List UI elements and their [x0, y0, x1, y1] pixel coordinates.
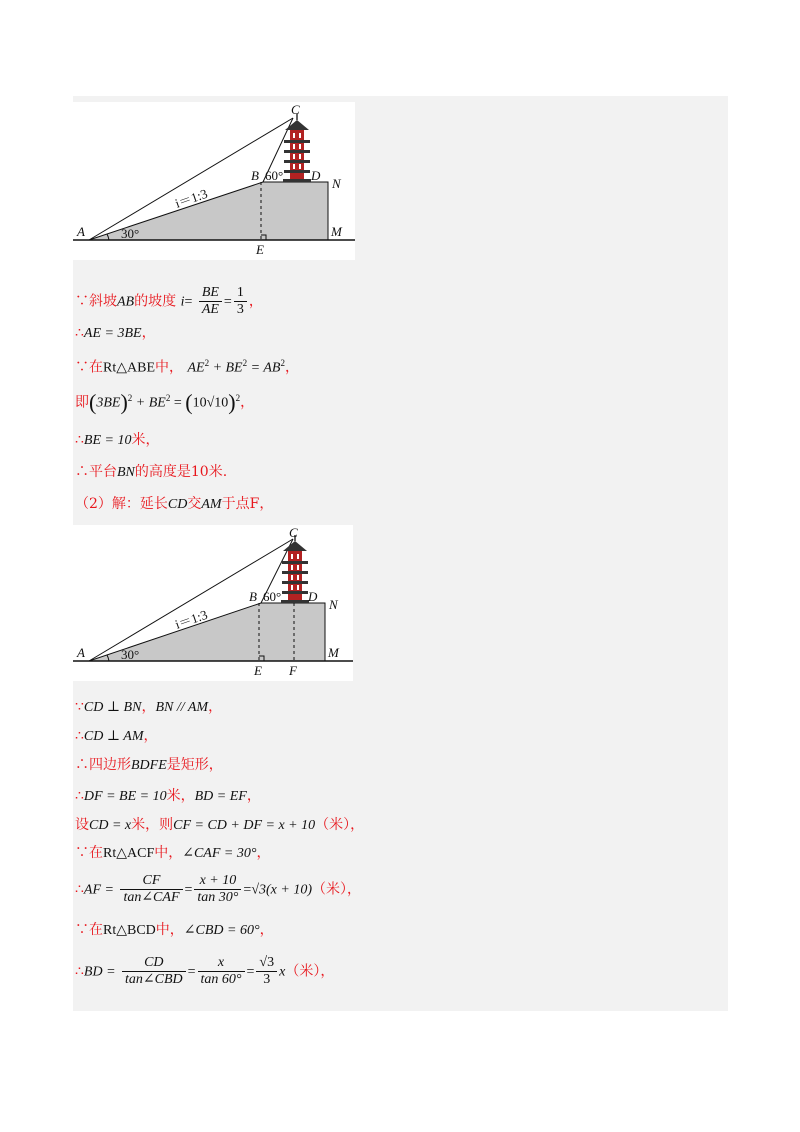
p2-line-1: ∵CD ⊥ BN，BN // AM，	[75, 699, 223, 715]
fraction-1-3: $\frac{1}{3}$	[234, 285, 247, 318]
slope-label: i＝1:3	[173, 185, 210, 211]
p2-line-8: ∵在Rt△BCD中，∠CBD = 60°，	[75, 922, 274, 938]
p1-line-6: ∴平台BN的高度是10米.	[75, 464, 228, 480]
fraction-root3-3: $\frac{√3}{3}$	[256, 955, 277, 988]
label-d: D	[308, 589, 318, 604]
p2-intro: （2）解：延长CD交AM于点F，	[75, 496, 274, 512]
label-b: B	[249, 589, 257, 604]
fraction-x-tan60: $\frac{x}{\tan 60^\circ}$	[198, 955, 245, 988]
angle-a-label: 30°	[121, 647, 140, 662]
label-m: M	[331, 224, 342, 239]
label-n: N	[332, 176, 341, 191]
p2-line-7: ∴AF = $\frac{CF}{\text{tan∠CAF}}$ = $\frac{x + 10}{\tan 30^\circ}$ =√3(x + 10)（米），	[75, 873, 361, 905]
p2-line-5: 设CD = x米，则CF = CD + DF = x + 10（米），	[75, 817, 365, 833]
fraction-cd-tan: $\frac{CD}{\text{tan∠CBD}}$	[122, 955, 186, 988]
p2-line-6: ∵在Rt△ACF中，∠CAF = 30°，	[75, 845, 271, 861]
label-f: F	[289, 663, 297, 678]
label-e: E	[254, 663, 262, 678]
pagoda-icon	[281, 535, 309, 603]
angle-a-label: 30°	[121, 226, 140, 241]
label-c: C	[291, 102, 300, 117]
figure-2	[73, 525, 353, 681]
label-c: C	[289, 525, 298, 540]
p1-line-4: 即$(3BE)^2 + BE^2 = (10√10)^2$，	[75, 389, 255, 415]
p1-line-1: ∵斜坡AB的坡度 i= $\frac{BE}{AE}$ = $\frac{1}{3}$ ，	[75, 285, 263, 317]
label-a: A	[77, 645, 85, 660]
p2-line-9: ∴BD = $\frac{CD}{\text{tan∠CBD}}$ = $\frac{x}{\tan 60^\circ}$ = $\frac{√3}{3}$ x（米），	[75, 955, 335, 987]
p1-line-5: ∴BE = 10米，	[75, 432, 160, 448]
figure-1	[73, 102, 355, 260]
label-a: A	[77, 224, 85, 239]
fraction-cf-tan: $\frac{CF}{\text{tan∠CAF}}$	[120, 873, 182, 906]
p2-line-4: ∴DF = BE = 10米，BD = EF，	[75, 788, 261, 804]
label-d: D	[311, 168, 321, 183]
fraction-x10-tan30: $\frac{x + 10}{\tan 30^\circ}$	[194, 873, 241, 906]
p2-line-3: ∴四边形BDFE是矩形，	[75, 757, 223, 773]
pagoda-icon	[283, 114, 311, 182]
p2-line-2: ∴CD ⊥ AM，	[75, 728, 158, 744]
label-e: E	[256, 242, 264, 257]
angle-b-label: 60°	[263, 589, 282, 604]
label-b: B	[251, 168, 259, 183]
figure-2-svg	[73, 525, 353, 681]
label-n: N	[329, 597, 338, 612]
p1-line-2: ∴AE = 3BE，	[75, 325, 156, 341]
p1-line-3: ∵在Rt△ABE中， $AE^2 + BE^2 = AB^2$，	[75, 358, 299, 376]
fraction-be-ae: $\frac{BE}{AE}$	[199, 285, 222, 318]
angle-b-label: 60°	[265, 168, 284, 183]
slope-label: i＝1:3	[173, 606, 210, 632]
figure-1-svg	[73, 102, 355, 260]
label-m: M	[328, 645, 339, 660]
